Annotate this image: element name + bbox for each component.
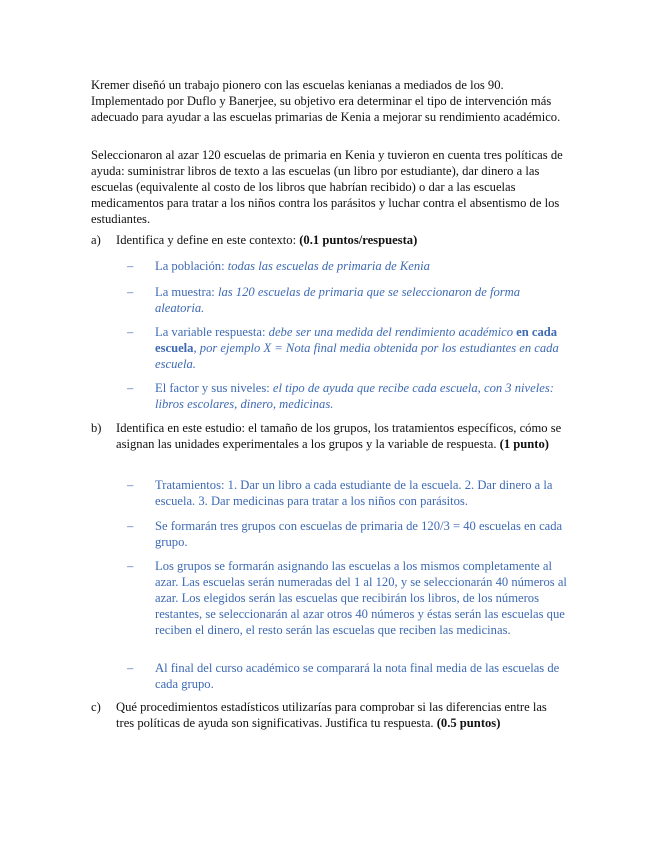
- dash-bullet: –: [127, 519, 134, 533]
- intro-paragraph-2: Seleccionaron al azar 120 escuelas de primaria en Kenia y tuvieron en cuenta tres políticas de ayuda: suministrar libros de texto a las escuelas (un libro por estudiante), dar dinero a las escuelas (equivalente al costo de los libros que habrían recibido) o dar a las escuelas medicamentos para tratar a los niños contra los parásitos y luchar contra el absentismo de los estudiantes.: [91, 148, 563, 226]
- dash-bullet: –: [127, 661, 134, 675]
- dash-bullet: –: [127, 559, 134, 573]
- question-text: Identifica y define en este contexto: (0.1 puntos/respuesta): [116, 233, 418, 247]
- answer-item: – La población: todas las escuelas de primaria de Kenia: [127, 259, 430, 273]
- answer-item: – Se formarán tres grupos con escuelas de primaria de 120/3 = 40 escuelas en cada grupo.: [127, 519, 563, 549]
- answer-item: – Al final del curso académico se comparará la nota final media de las escuelas de cada grupo.: [127, 661, 560, 691]
- question-points: (0.5 puntos): [436, 716, 501, 730]
- question-text: Qué procedimientos estadísticos utilizarías para comprobar si las diferencias entre las tres políticas de ayuda son significativas. Justifica tu respuesta. (0.5 puntos): [116, 700, 547, 730]
- answer-item: – La variable respuesta: debe ser una medida del rendimiento académico en cada escuela, por ejemplo X = Nota final media obtenida por los estudiantes en cada escuela.: [127, 325, 559, 371]
- question-letter: b): [91, 421, 102, 435]
- dash-bullet: –: [127, 325, 134, 339]
- answer-item: – La muestra: las 120 escuelas de primaria que se seleccionaron de forma aleatoria.: [127, 285, 521, 315]
- answer-item: – Los grupos se formarán asignando las escuelas a los mismos completamente al azar. Las escuelas serán numeradas del 1 al 120, y se seleccionarán 40 números al azar. Los elegidos serán las escuelas que recibirán los libros, de los números restantes, se seleccionarán al azar otros 40 números y éstas serán las escuelas que reciben el dinero, el resto serán las escuelas que reciben las medicinas.: [127, 559, 567, 637]
- answer-item: – Tratamientos: 1. Dar un libro a cada estudiante de la escuela. 2. Dar dinero a la escuela. 3. Dar medicinas para tratar a los niños con parásitos.: [127, 478, 553, 508]
- question-text: Identifica en este estudio: el tamaño de los grupos, los tratamientos específicos, cómo se asignan las unidades experimentales a los grupos y la variable de respuesta. (1 punto): [116, 421, 562, 451]
- question-points: (0.1 puntos/respuesta): [299, 233, 418, 247]
- dash-bullet: –: [127, 285, 134, 299]
- intro-paragraph-1: Kremer diseñó un trabajo pionero con las escuelas kenianas a mediados de los 90. Implementado por Duflo y Banerjee, su objetivo era determinar el tipo de intervención más adecuado para ayudar a las escuelas primarias de Kenia a mejorar su rendimiento académico.: [91, 78, 561, 124]
- question-a: [91, 232, 567, 248]
- dash-bullet: –: [127, 478, 134, 492]
- question-c: [91, 699, 567, 731]
- dash-bullet: –: [127, 259, 134, 273]
- question-letter: a): [91, 233, 101, 247]
- question-letter: c): [91, 700, 101, 714]
- answer-item: – El factor y sus niveles: el tipo de ayuda que recibe cada escuela, con 3 niveles: libros escolares, dinero, medicinas.: [127, 381, 554, 411]
- question-points: (1 punto): [499, 437, 549, 451]
- dash-bullet: –: [127, 381, 134, 395]
- question-b: [91, 420, 567, 452]
